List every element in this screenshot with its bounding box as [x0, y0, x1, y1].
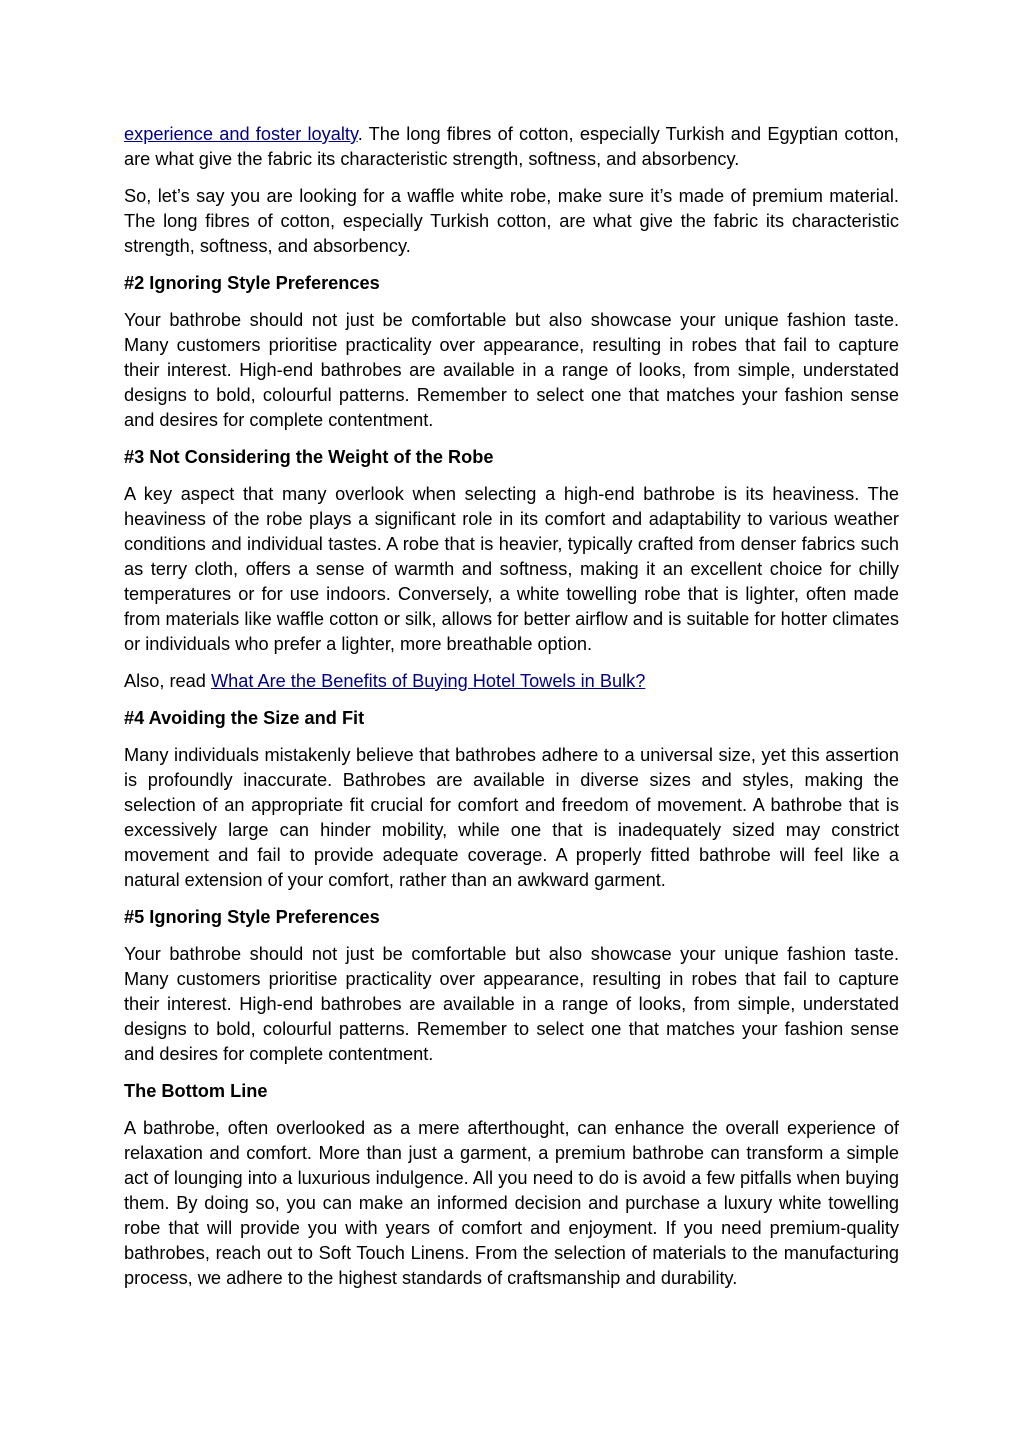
intro-paragraph [124, 122, 899, 172]
section-5-body: Your bathrobe should not just be comfortable but also showcase your unique fashion taste. Many customers prioritise practicality over appearance, resulting in robes that fail to capture their interest. High-end bathrobes are available in a range of looks, from simple, understated designs to bold, colourful patterns. Remember to select one that matches your fashion sense and desires for complete contentment. [124, 944, 899, 1064]
waffle-robe-paragraph: So, let’s say you are looking for a waffle white robe, make sure it’s made of premium material. The long fibres of cotton, especially Turkish cotton, are what give the fabric its characteristic strength, softness, and absorbency. [124, 186, 899, 256]
section-4-heading: #4 Avoiding the Size and Fit [124, 708, 365, 728]
section-2-heading: #2 Ignoring Style Preferences [124, 273, 380, 293]
section-4-body: Many individuals mistakenly believe that bathrobes adhere to a universal size, yet this assertion is profoundly inaccurate. Bathrobes are available in diverse sizes and styles, making the selection of an appropriate fit crucial for comfort and freedom of movement. A bathrobe that is excessively large can hinder mobility, while one that is inadequately sized may constrict movement and fail to provide adequate coverage. A properly fitted bathrobe will feel like a natural extension of your comfort, rather than an awkward garment. [124, 745, 899, 890]
experience-loyalty-link[interactable]: experience and foster loyalty [124, 124, 358, 144]
hotel-towels-bulk-link[interactable]: What Are the Benefits of Buying Hotel Towels in Bulk? [210, 671, 646, 691]
also-read-paragraph [124, 669, 899, 694]
section-3-heading: #3 Not Considering the Weight of the Robe [124, 447, 494, 467]
bottom-line-body: A bathrobe, often overlooked as a mere afterthought, can enhance the overall experience of relaxation and comfort. More than just a garment, a premium bathrobe can transform a simple act of lounging into a luxurious indulgence. All you need to do is avoid a few pitfalls when buying them. By doing so, you can make an informed decision and purchase a luxury white towelling robe that will provide you with years of comfort and enjoyment. If you need premium-quality bathrobes, reach out to Soft Touch Linens. From the selection of materials to the manufacturing process, we adhere to the highest standards of craftsmanship and durability. [124, 1118, 899, 1288]
section-5-heading: #5 Ignoring Style Preferences [124, 907, 380, 927]
intro-text: . The long fibres of cotton, especially Turkish and Egyptian cotton, are what give the fabric its characteristic strength, softness, and absorbency. [124, 124, 899, 169]
section-3-body: A key aspect that many overlook when selecting a high-end bathrobe is its heaviness. The heaviness of the robe plays a significant role in its comfort and adaptability to various weather conditions and individual tastes. A robe that is heavier, typically crafted from denser fabrics such as terry cloth, offers a sense of warmth and softness, making it an excellent choice for chilly temperatures or for use indoors. Conversely, a white towelling robe that is lighter, often made from materials like waffle cotton or silk, allows for better airflow and is suitable for hotter climates or individuals who prefer a lighter, more breathable option. [124, 484, 899, 654]
document-page [124, 122, 899, 1303]
section-2-body: Your bathrobe should not just be comfortable but also showcase your unique fashion taste. Many customers prioritise practicality over appearance, resulting in robes that fail to capture their interest. High-end bathrobes are available in a range of looks, from simple, understated designs to bold, colourful patterns. Remember to select one that matches your fashion sense and desires for complete contentment. [124, 310, 899, 430]
bottom-line-heading: The Bottom Line [124, 1081, 268, 1101]
also-read-prefix: Also, read [124, 671, 211, 691]
